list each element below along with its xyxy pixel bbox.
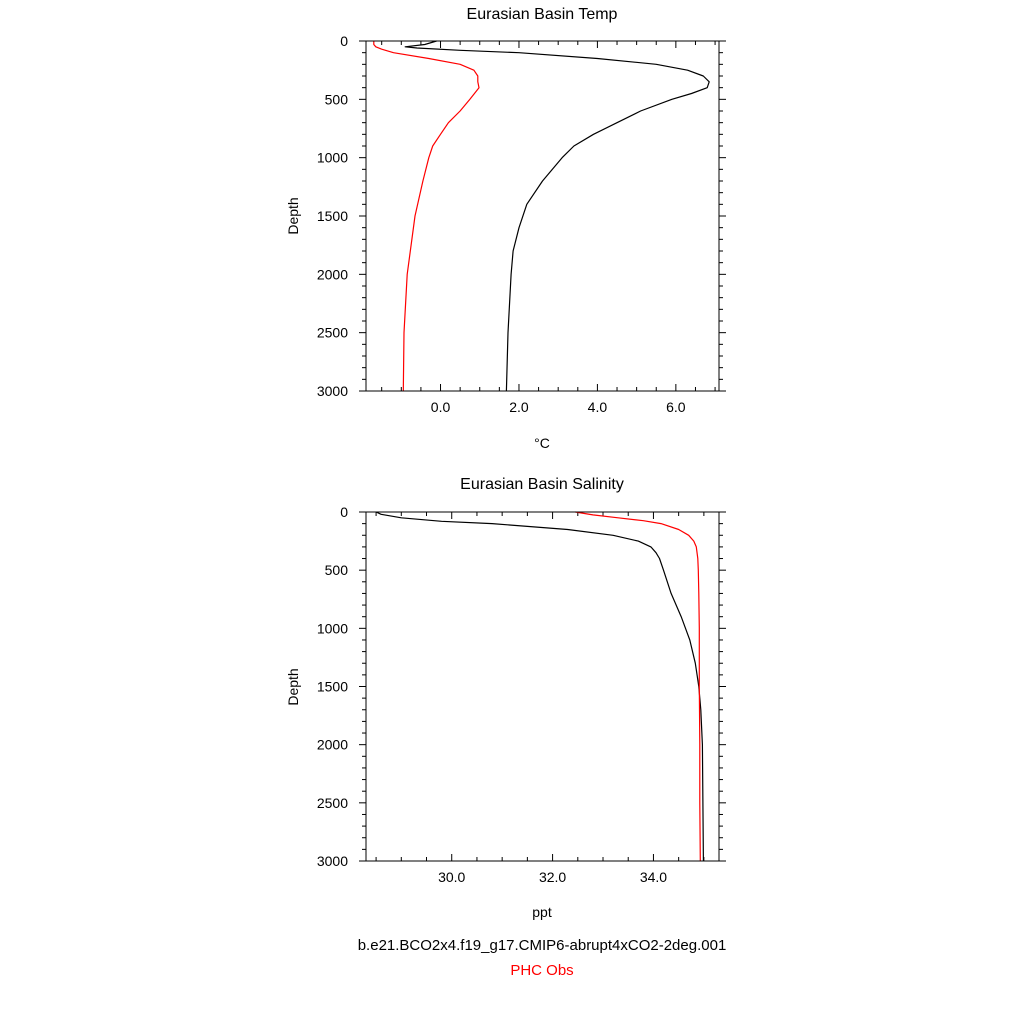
y-tick-label: 2500 [316,794,348,811]
y-tick-label: 2000 [316,736,348,753]
salinity-plot-frame [366,512,719,861]
y-tick-label: 0 [340,33,348,49]
temperature-ylabel: Depth [285,197,301,235]
x-tick-label: 6.0 [666,399,686,415]
salinity-xlabel: ppt [532,904,552,920]
temperature-title: Eurasian Basin Temp [466,6,618,23]
temperature-xlabel: °C [534,435,550,451]
y-tick-label: 1000 [316,149,348,166]
y-tick-label: 2500 [316,324,348,341]
temperature-panel [285,6,726,451]
salinity-model-line [376,512,703,861]
temperature-model-line [405,41,709,391]
legend-obs-label: PHC Obs [510,962,574,979]
x-tick-label: 4.0 [587,399,608,415]
temperature-plot-frame [366,41,719,391]
x-tick-label: 34.0 [639,869,668,885]
x-tick-label: 0.0 [430,399,451,415]
y-tick-label: 1500 [316,208,348,224]
legend-model-label: b.e21.BCO2x4.f19_g17.CMIP6-abrupt4xCO2-2deg.001 [357,937,727,954]
y-tick-label: 3000 [316,853,348,869]
salinity-title: Eurasian Basin Salinity [460,476,624,493]
temperature-obs-line [374,41,479,391]
x-tick-label: 2.0 [509,399,529,415]
y-tick-label: 500 [324,562,348,579]
temperature-ticks [317,33,726,415]
salinity-obs-line [575,512,700,861]
temperature-lines [374,41,709,391]
y-tick-label: 1500 [316,678,348,695]
y-tick-label: 0 [340,504,348,520]
salinity-panel [285,476,726,920]
salinity-ylabel: Depth [285,668,301,706]
x-tick-label: 30.0 [438,869,466,885]
y-tick-label: 3000 [316,383,348,399]
salinity-ticks [317,504,726,885]
x-tick-label: 32.0 [538,869,567,885]
y-tick-label: 500 [324,91,348,108]
y-tick-label: 1000 [316,620,348,637]
salinity-lines [376,512,703,861]
y-tick-label: 2000 [316,266,348,283]
